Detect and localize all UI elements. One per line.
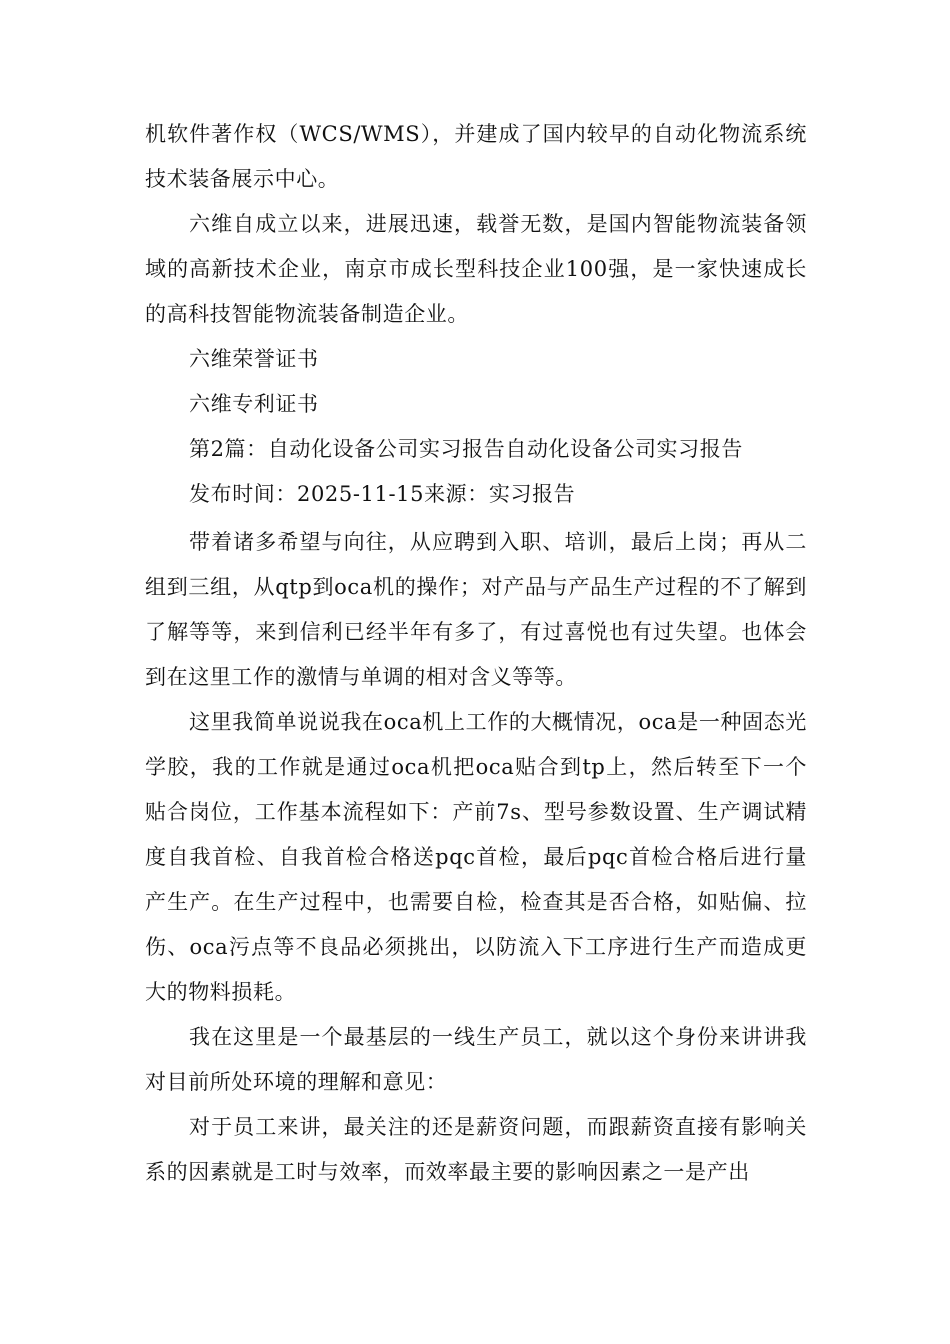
paragraph-7: 带着诸多希望与向往，从应聘到入职、培训，最后上岗；再从二组到三组，从qtp到oca机的操作；对产品与产品生产过程的不了解到了解等等，来到信利已经半年有多了，有过喜悦也有过失望。也体会到在这里工作的激情与单调的相对含义等等。 [145,530,807,689]
paragraph-1: 机软件著作权（WCS/WMS），并建成了国内较早的自动化物流系统技术装备展示中心。 [145,122,807,191]
document-body [145,112,807,1195]
paragraph-9: 我在这里是一个最基层的一线生产员工，就以这个身份来讲讲我对目前所处环境的理解和意见： [145,1025,807,1094]
paragraph-8: 这里我简单说说我在oca机上工作的大概情况，oca是一种固态光学胶，我的工作就是通过oca机把oca贴合到tp上，然后转至下一个贴合岗位，工作基本流程如下：产前7s、型号参数设置、生产调试精度自我首检、自我首检合格送pqc首检，最后pqc首检合格后进行量产生产。在生产过程中，也需要自检，检查其是否合格，如贴偏、拉伤、oca污点等不良品必须挑出，以防流入下工序进行生产而造成更大的物料损耗。 [145,710,807,1004]
publish-info: 发布时间：2025-11-15来源：实习报告 [189,482,576,506]
paragraph-3: 六维荣誉证书 [189,347,319,371]
paragraph-4: 六维专利证书 [189,392,319,416]
paragraph-10: 对于员工来讲，最关注的还是薪资问题，而跟薪资直接有影响关系的因素就是工时与效率，而效率最主要的影响因素之一是产出 [145,1115,807,1184]
paragraph-2: 六维自成立以来，进展迅速，载誉无数，是国内智能物流装备领域的高新技术企业，南京市成长型科技企业100强，是一家快速成长的高科技智能物流装备制造企业。 [145,212,807,326]
section-heading: 第2篇：自动化设备公司实习报告自动化设备公司实习报告 [189,437,743,461]
